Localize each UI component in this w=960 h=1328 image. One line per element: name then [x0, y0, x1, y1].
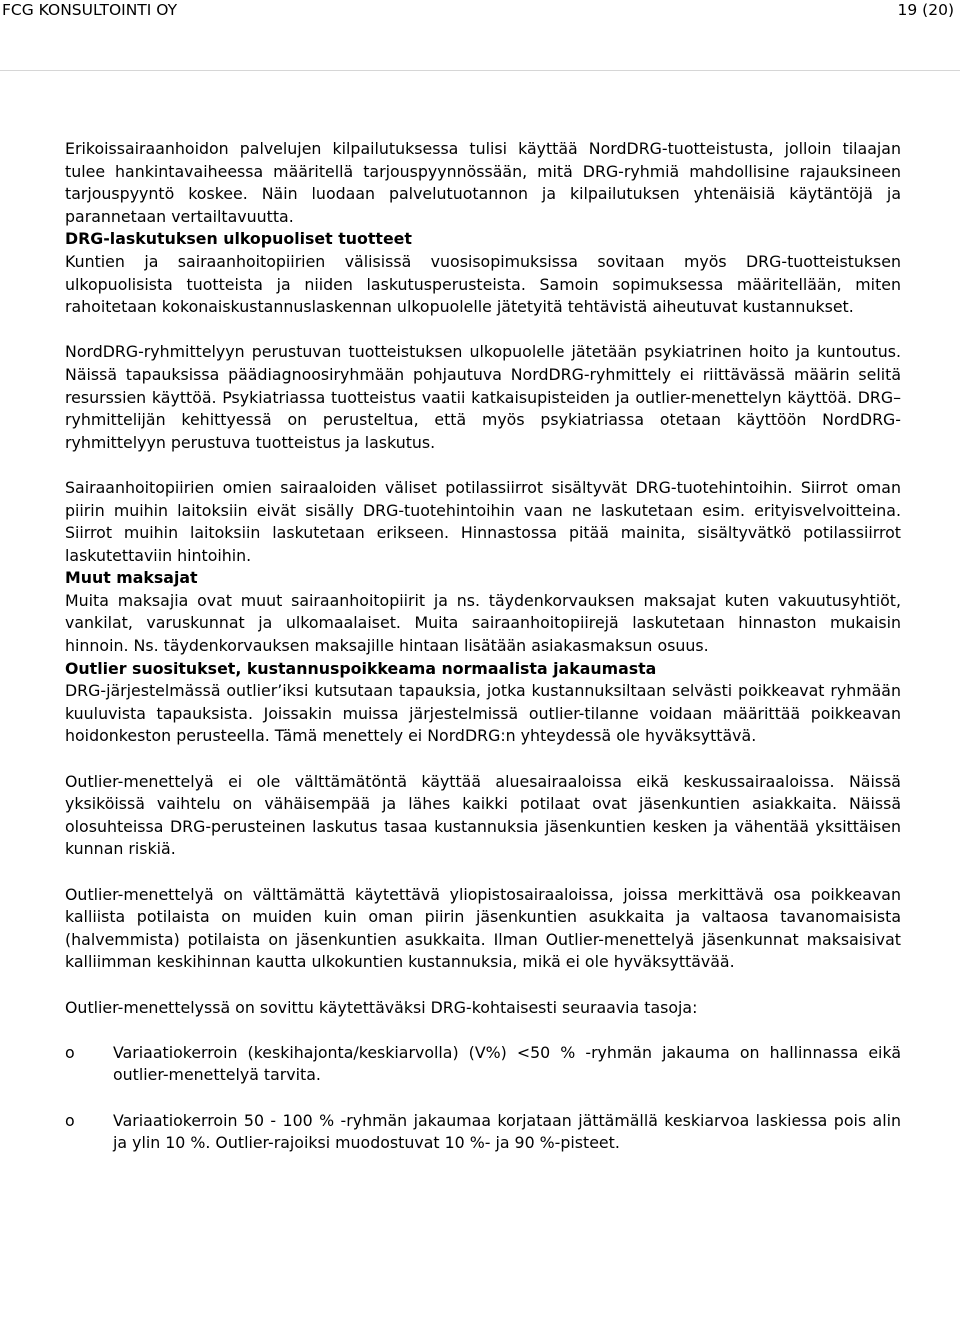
bullet-marker: o — [65, 1042, 75, 1062]
paragraph-other-payers: Muita maksajia ovat muut sairaanhoitopiirit ja ns. täydenkorvauksen maksajat kuten vakuutusyhtiöt, vankilat, varuskunnat ja ulkomaalaiset. Muita sairaanhoitopiirejä laskutetaan hinnaston mukaisin hinnoin. Ns. täydenkorvauksen maksajille hintaan lisätään asiakasmaksun osuus. — [65, 590, 901, 656]
heading-other-payers: Muut maksajat — [65, 568, 198, 588]
document-body — [65, 138, 901, 1155]
list-item-text: Variaatiokerroin 50 - 100 % -ryhmän jakaumaa korjataan jättämällä keskiarvoa laskiessa pois alin ja ylin 10 %. Outlier-rajoiksi muodostuvat 10 %- ja 90 %-pisteet. — [113, 1110, 901, 1153]
page-header — [0, 0, 960, 24]
heading-outlier-recommendations: Outlier suositukset, kustannuspoikkeama normaalista jakaumasta — [65, 658, 657, 678]
company-name: FCG KONSULTOINTI OY — [2, 1, 178, 19]
list-item — [65, 1110, 901, 1155]
paragraph-outlier-levels-intro: Outlier-menettelyssä on sovittu käytettäväksi DRG-kohtaisesti seuraavia tasoja: — [65, 997, 698, 1017]
bullet-marker: o — [65, 1110, 75, 1130]
paragraph-outlier-definition: DRG-järjestelmässä outlier’iksi kutsutaan tapauksia, jotka kustannuksiltaan selvästi poikkeavat ryhmään kuuluvista tapauksista. Joissakin muissa järjestelmissä outlier-tilanne voidaan määrittää poikkeavan hoidonkeston perusteella. Tämä menettely ei NordDRG:n yhteydessä ole hyväksyttävä. — [65, 681, 901, 746]
paragraph-annual-agreements: Kuntien ja sairaanhoitopiirien välisissä vuosisopimuksissa sovitaan myös DRG-tuotteistuksen ulkopuolisista tuotteista ja niiden laskutusperusteista. Samoin sopimuksessa määritellään, miten rahoitetaan kokonaiskustannuslaskennan ulkopuolelle jätetyitä tehtävistä aiheutuvat kustannukset. — [65, 251, 901, 317]
paragraph-outlier-university: Outlier-menettelyä on välttämättä käytettävä yliopistosairaaloissa, joissa merkittävä osa poikkeavan kalliista potilaista on muiden kuin oman piirin jäsenkuntien asukkaita ja valtaosa tavanomaisista (halvemmista) potilaista on jäsenkuntien asukkaita. Ilman Outlier-menettelyä jäsenkunnat maksaisivat kalliimman keskihinnan kautta ulkokuntien kustannuksia, mikä ei ole hyväksyttävää. — [65, 884, 901, 972]
header-divider — [0, 70, 960, 71]
list-item-text: Variaatiokerroin (keskihajonta/keskiarvolla) (V%) <50 % -ryhmän jakauma on hallinnassa eikä outlier-menettelyä tarvita. — [113, 1042, 901, 1085]
paragraph-patient-transfers: Sairaanhoitopiirien omien sairaaloiden väliset potilassiirrot sisältyvät DRG-tuotehintoihin. Siirrot oman piirin muihin laitoksiin eivät sisälly DRG-tuotehintoihin vaan ne laskutetaan esim. erityisvelvoitteina. Siirrot muihin laitoksiin laskutetaan erikseen. Hinnastossa pitää mainita, sisältyvätkö potilassiirrot laskutettaviin hintoihin. — [65, 477, 901, 565]
paragraph-psychiatry: NordDRG-ryhmittelyyn perustuvan tuotteistuksen ulkopuolelle jätetään psykiatrinen hoito ja kuntoutus. Näissä tapauksissa päädiagnoosiryhmään pohjautuva NordDRG-ryhmittely ei riittävässä määrin selitä resurssien käyttöä. Psykiatriassa tuotteistus vaatii katkaisupisteiden ja outlier-menettelyn käyttöä. DRG–ryhmittelijän kehittyessä on perusteltua, että myös psykiatriassa otetaan käyttöön NordDRG-ryhmittelyyn perustuva tuotteistus ja laskutus. — [65, 342, 901, 452]
paragraph-outlier-regional: Outlier-menettelyä ei ole välttämätöntä käyttää aluesairaaloissa eikä keskussairaaloissa. Näissä yksiköissä vaihtelu on vähäisempää ja lähes kaikki potilaat ovat jäsenkuntien asiakkaita. Näissä olosuhteissa DRG-perusteinen laskutus tasaa kustannuksia jäsenkuntien kesken ja vähentää yksittäisen kunnan riskiä. — [65, 771, 901, 859]
list-item — [65, 1042, 901, 1087]
page-number: 19 (20) — [897, 1, 954, 19]
paragraph-tendering: Erikoissairaanhoidon palvelujen kilpailutuksessa tulisi käyttää NordDRG-tuotteistusta, jolloin tilaajan tulee hankintavaiheessa määritellä tarjouspyynnössään, mitä DRG-ryhmiä mahdollisine rajauksineen tarjouspyyntö koskee. Näin luodaan palvelutuotannon ja kilpailutuksen yhtenäisiä käytäntöjä ja parannetaan vertailtavuutta. — [65, 139, 901, 226]
heading-outside-drg-products: DRG-laskutuksen ulkopuoliset tuotteet — [65, 229, 412, 249]
